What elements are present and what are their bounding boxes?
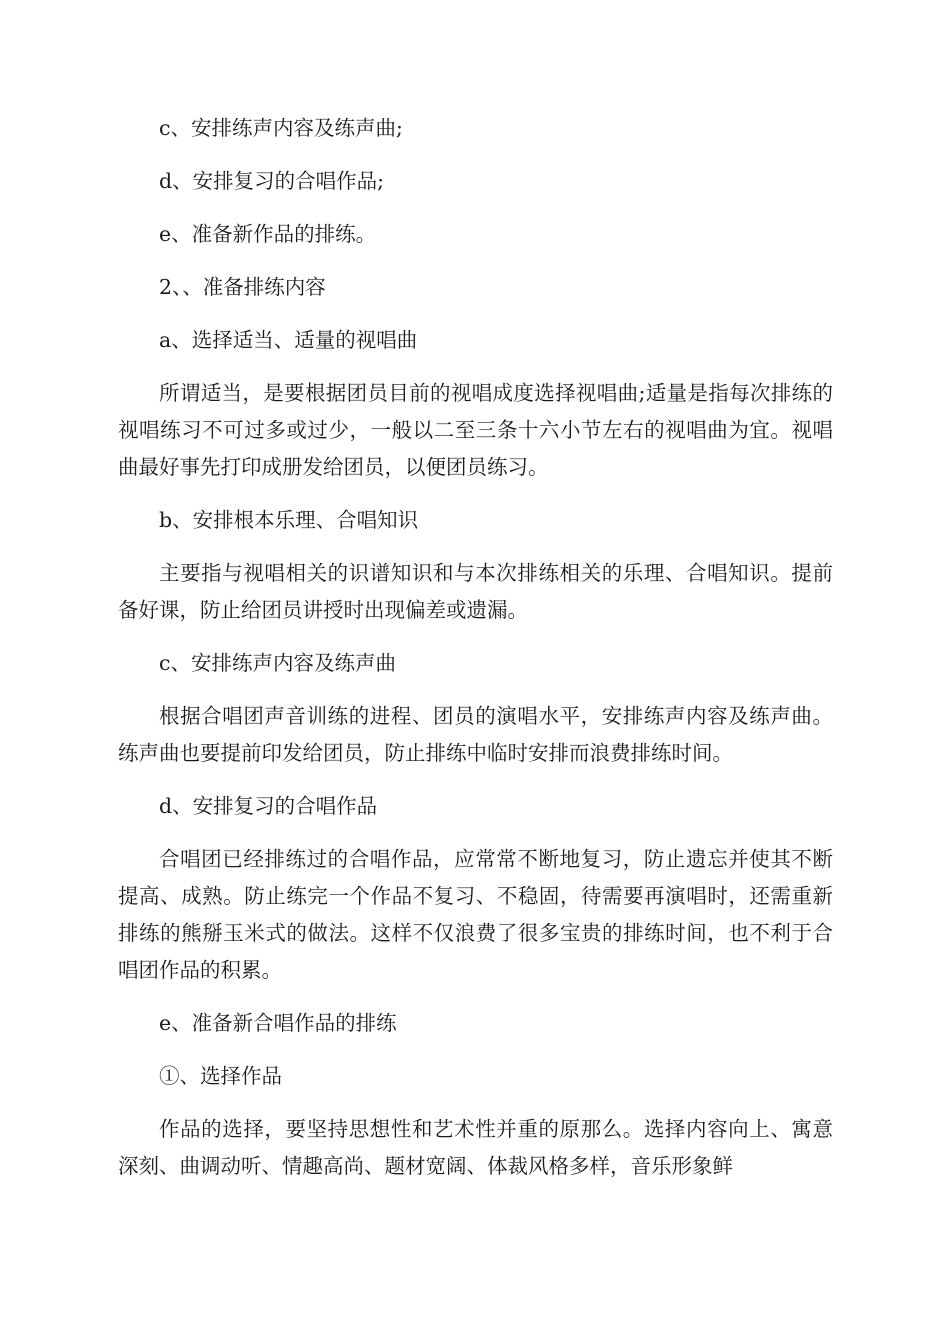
subheading-a: a、选择适当、适量的视唱曲 (159, 328, 418, 352)
body-paragraph-e-1: 作品的选择，要坚持思想性和艺术性并重的原那么。选择内容向上、寓意深刻、曲调动听、情趣高尚、题材宽阔、体裁风格多样，音乐形象鲜 (118, 1117, 833, 1178)
section-heading-2: 2、、准备排练内容 (159, 275, 326, 299)
body-paragraph-c: 根据合唱团声音训练的进程、团员的演唱水平，安排练声内容及练声曲。练声曲也要提前印发给团员，防止排练中临时安排而浪费排练时间。 (118, 704, 833, 765)
subheading-e-1: ①、选择作品 (159, 1064, 282, 1088)
document-page (118, 110, 833, 1201)
item-d-review: d、安排复习的合唱作品; (159, 169, 385, 193)
subheading-e: e、准备新合唱作品的排练 (159, 1011, 397, 1035)
subheading-d: d、安排复习的合唱作品 (159, 794, 378, 818)
body-paragraph-a: 所谓适当，是要根据团员目前的视唱成度选择视唱曲;适量是指每次排练的视唱练习不可过多或过少，一般以二至三条十六小节左右的视唱曲为宜。视唱曲最好事先打印成册发给团员，以便团员练习。 (118, 381, 833, 479)
body-paragraph-b: 主要指与视唱相关的识谱知识和与本次排练相关的乐理、合唱知识。提前备好课，防止给团员讲授时出现偏差或遗漏。 (118, 561, 833, 622)
item-c-vocalization: c、安排练声内容及练声曲; (159, 116, 403, 140)
body-paragraph-d: 合唱团已经排练过的合唱作品，应常常不断地复习，防止遗忘并使其不断提高、成熟。防止练完一个作品不复习、不稳固，待需要再演唱时，还需重新排练的熊掰玉米式的做法。这样不仅浪费了很多宝贵的排练时间，也不利于合唱团作品的积累。 (118, 847, 833, 982)
item-e-new-works: e、准备新作品的排练。 (159, 222, 377, 246)
subheading-b: b、安排根本乐理、合唱知识 (159, 508, 419, 532)
subheading-c: c、安排练声内容及练声曲 (159, 651, 396, 675)
